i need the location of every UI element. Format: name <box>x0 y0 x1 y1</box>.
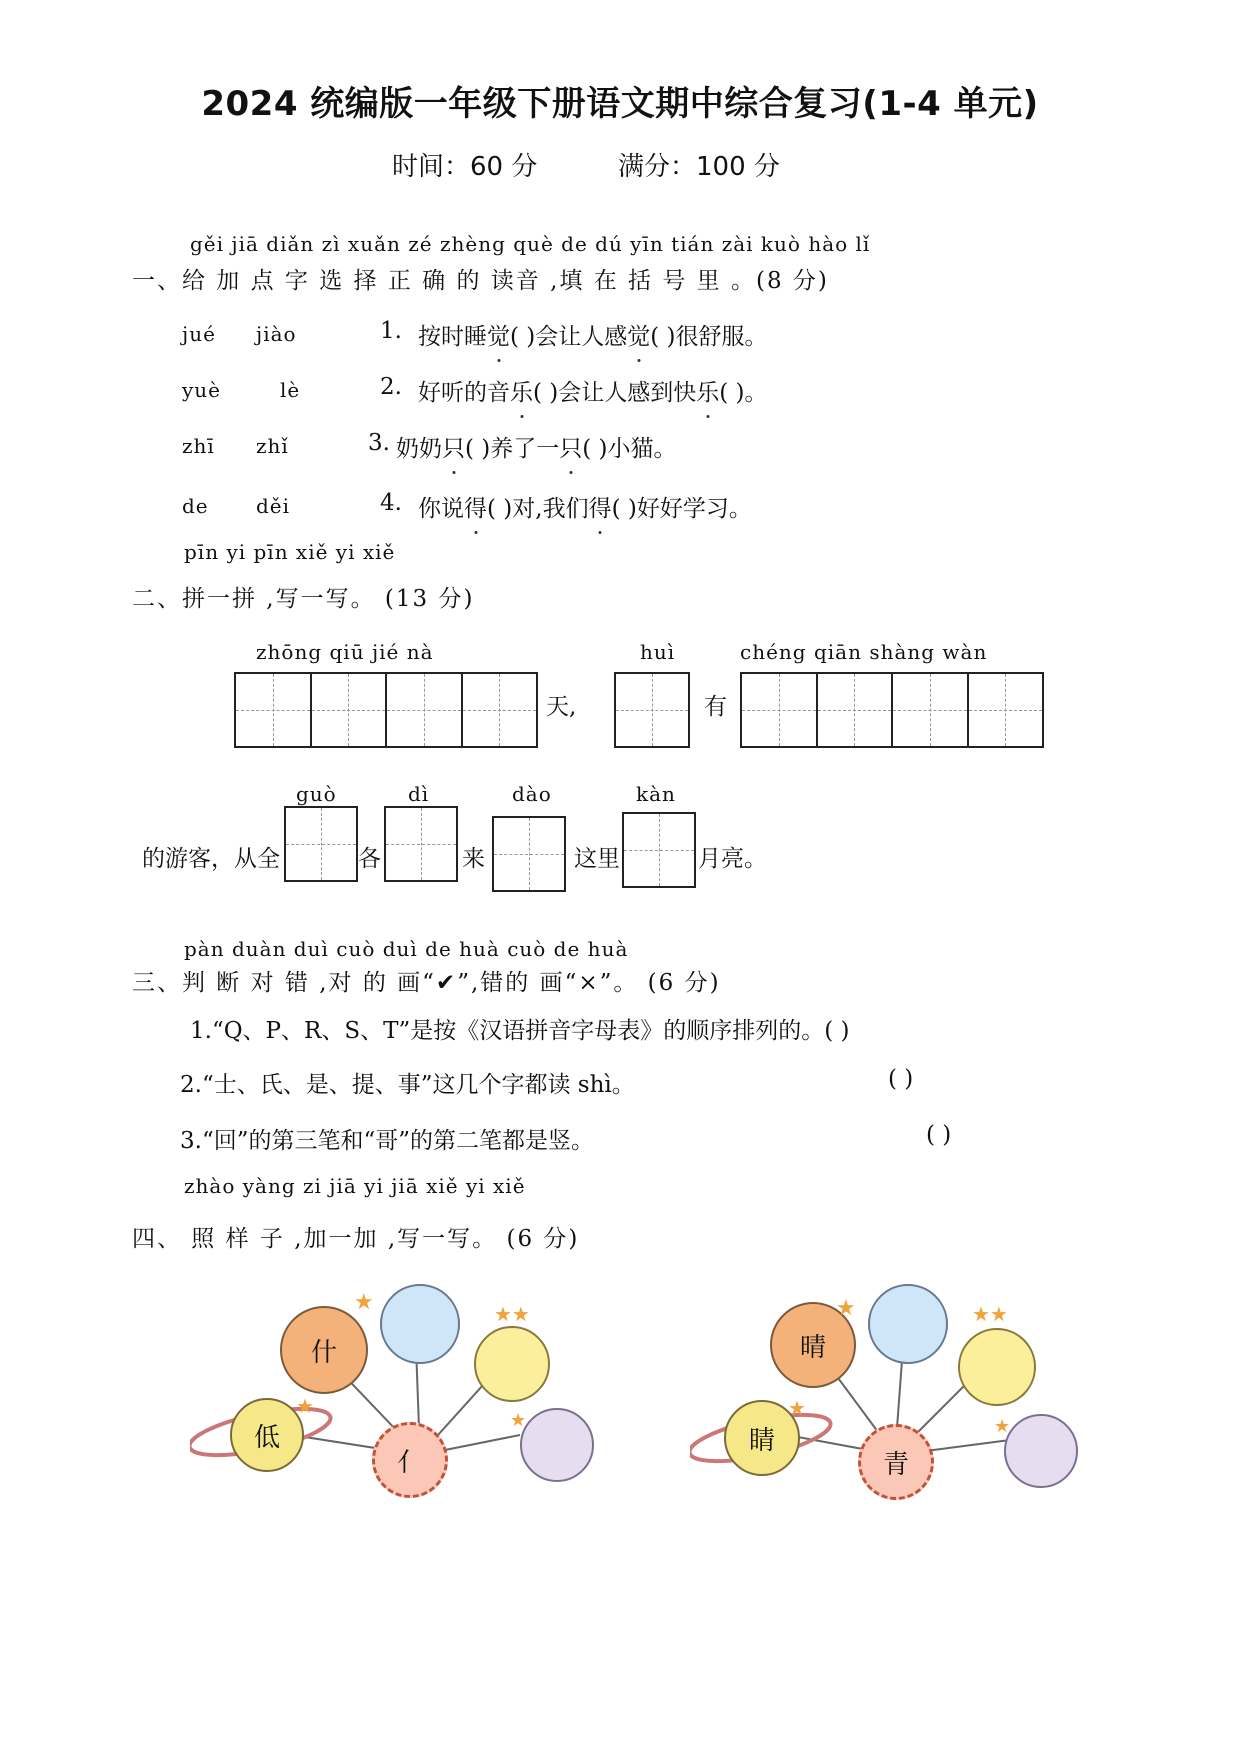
star-icon: ★ <box>836 1296 856 1321</box>
planet-blank-purple <box>1004 1414 1078 1488</box>
write-cell[interactable] <box>236 674 312 746</box>
sun-radical-ren: 亻 <box>372 1422 448 1498</box>
section3-pinyin: pàn duàn duì cuò duì de huà cuò de huà <box>184 937 629 961</box>
text-youke: 的游客，从全 <box>142 846 280 872</box>
star-icon: ★ <box>510 1410 527 1431</box>
pinyin-di: dì <box>408 782 430 806</box>
write-cell[interactable] <box>463 674 537 746</box>
section1-pinyin: gěi jiā diǎn zì xuǎn zé zhèng què de dú yīn tián zài kuò hào lǐ <box>190 232 871 256</box>
judge-paren-2[interactable]: ( ) <box>888 1066 914 1092</box>
judge-item-2: 2.“士、氏、是、提、事”这几个字都读 shì。 <box>180 1072 635 1098</box>
text-zheli: 这里 <box>574 846 620 872</box>
write-box-kan[interactable] <box>622 812 696 888</box>
judge-item-1: 1.“Q、P、R、S、T”是按《汉语拼音字母表》的顺序排列的。( ) <box>190 1018 850 1044</box>
text-lai: 来 <box>462 846 485 872</box>
write-cell[interactable] <box>893 674 969 746</box>
write-cell[interactable] <box>742 674 818 746</box>
pinyin-zhongqiu: zhōng qiū jié nà <box>256 640 434 664</box>
star-icon: ★ <box>788 1396 806 1420</box>
section2-pinyin: pīn yi pīn xiě yi xiě <box>184 540 396 564</box>
exam-time: 时间：60 分 <box>392 152 538 182</box>
write-grid-zhongqiu[interactable] <box>234 672 538 748</box>
text-tian: 天, <box>546 694 577 720</box>
section3-title: 三、判 断 对 错 ,对 的 画“✔”,错的 画“×”。 (6 分) <box>132 970 721 996</box>
text-you: 有 <box>704 694 727 720</box>
write-cell[interactable] <box>969 674 1043 746</box>
exam-score: 满分：100 分 <box>618 152 780 182</box>
star-icon: ★ <box>354 1290 374 1315</box>
planet-blank-yellow <box>958 1328 1036 1406</box>
star-icon: ★ <box>296 1394 314 1418</box>
planet-blank-purple <box>520 1408 594 1482</box>
text-ge: 各 <box>358 846 381 872</box>
judge-item-3: 3.“回”的第三笔和“哥”的第二笔都是竖。 <box>180 1128 594 1154</box>
write-cell[interactable] <box>387 674 463 746</box>
planet-shi: 什 <box>280 1306 368 1394</box>
write-box-guo[interactable] <box>284 806 358 882</box>
star-icon: ★★ <box>972 1302 1008 1326</box>
section4-pinyin: zhào yàng zi jiā yi jiā xiě yi xiě <box>184 1174 526 1198</box>
sun-radical-qing: 青 <box>858 1424 934 1500</box>
pinyin-guo: guò <box>296 782 337 806</box>
planet-blank-blue <box>380 1284 460 1364</box>
pinyin-dao: dào <box>512 782 552 806</box>
pinyin-kan: kàn <box>636 782 676 806</box>
write-box-hui[interactable] <box>614 672 690 748</box>
planet-jing-eye: 睛 <box>724 1400 800 1476</box>
write-box-dao[interactable] <box>492 816 566 892</box>
write-box-di[interactable] <box>384 806 458 882</box>
planet-di: 低 <box>230 1398 304 1472</box>
planet-blank-blue <box>868 1284 948 1364</box>
write-cell[interactable] <box>818 674 894 746</box>
write-cell[interactable] <box>312 674 388 746</box>
planet-qing-sunny: 晴 <box>770 1302 856 1388</box>
write-grid-chengqian[interactable] <box>740 672 1044 748</box>
star-icon: ★★ <box>494 1302 530 1326</box>
section1-title: 一、给 加 点 字 选 择 正 确 的 读音 ,填 在 括 号 里 。(8 分) <box>132 268 829 294</box>
pinyin-chengqian: chéng qiān shàng wàn <box>740 640 988 664</box>
text-yueliang: 月亮。 <box>698 846 767 872</box>
planet-blank-yellow <box>474 1326 550 1402</box>
judge-paren-3[interactable]: ( ) <box>926 1122 952 1148</box>
star-icon: ★ <box>994 1416 1011 1437</box>
pinyin-hui: huì <box>640 640 676 664</box>
section4-title: 四、 照 样 子 ,加一加 ,写一写。 (6 分) <box>132 1226 580 1252</box>
section2-title: 二、拼一拼 ,写一写。 (13 分) <box>132 586 475 612</box>
page-title: 2024 统编版一年级下册语文期中综合复习(1-4 单元) <box>201 84 1039 124</box>
